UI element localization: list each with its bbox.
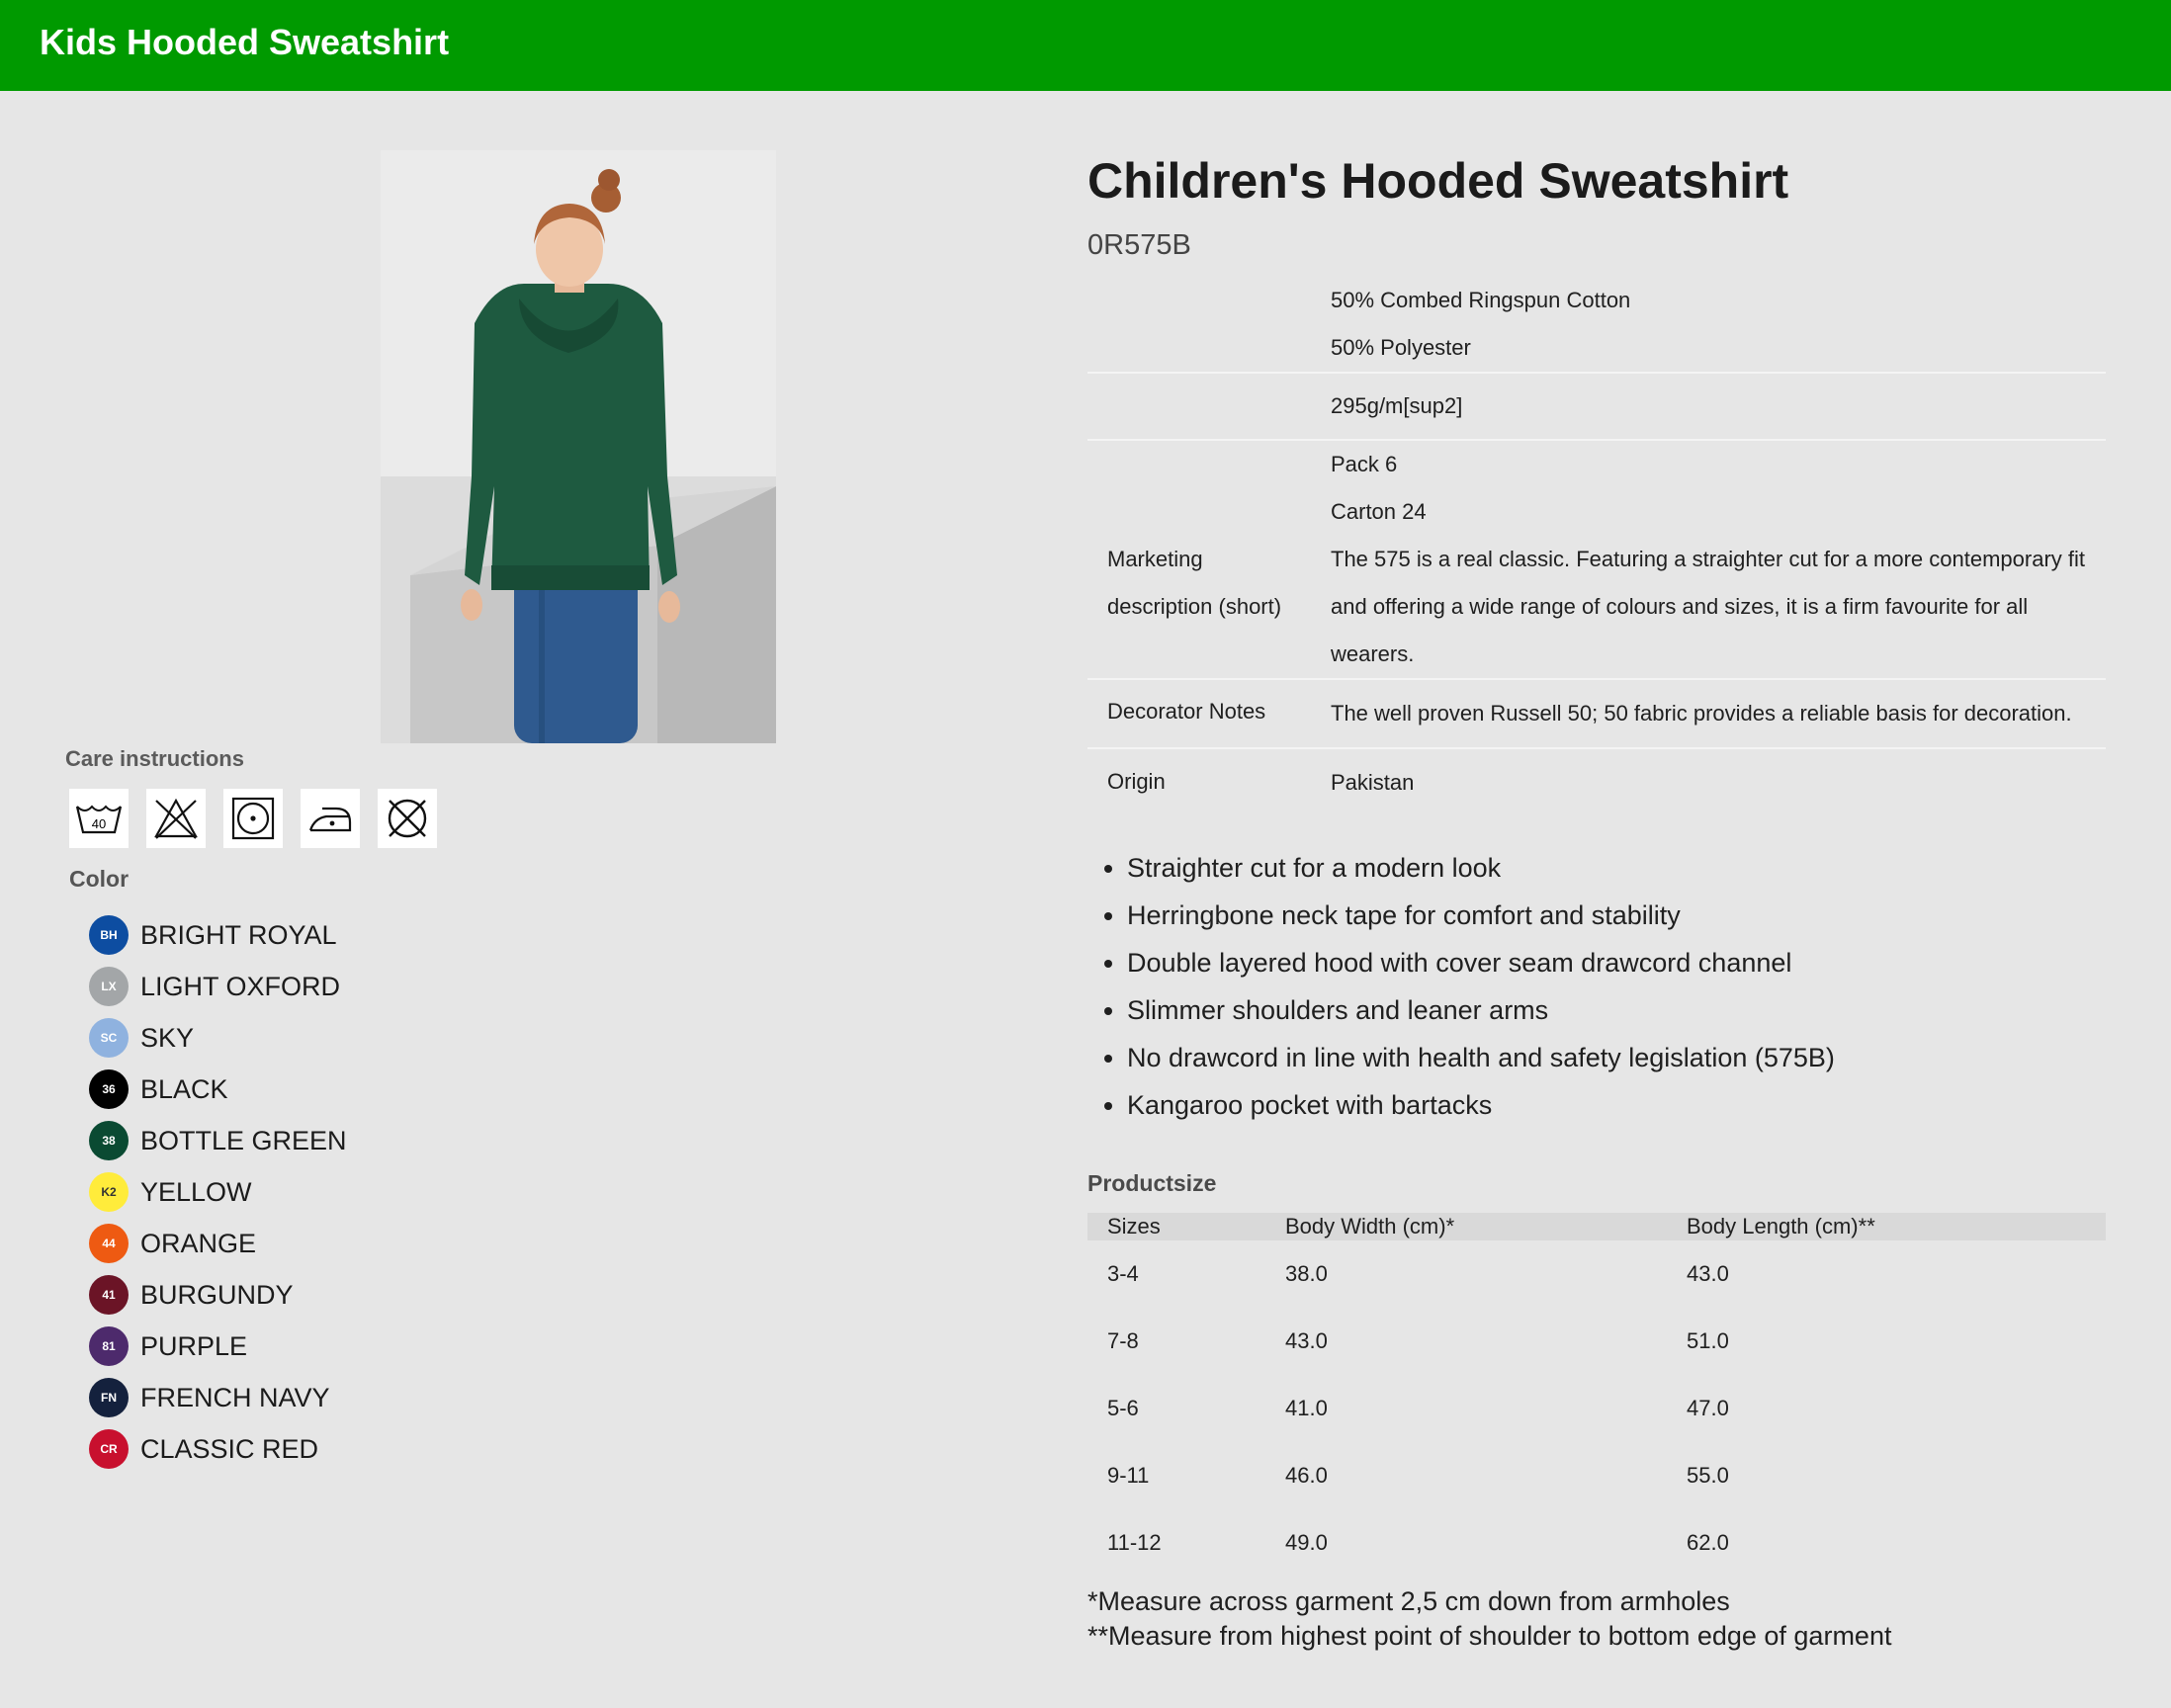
color-option[interactable] [89,1423,347,1475]
size-header: Sizes [1087,1213,1265,1240]
color-option[interactable] [89,1269,347,1321]
color-option[interactable] [89,1372,347,1423]
size-cell: 5-6 [1107,1396,1139,1420]
product-photo [381,150,776,743]
iron-low-icon [301,789,360,848]
origin-label: Origin [1107,769,1166,794]
color-option[interactable] [89,1218,347,1269]
productsize-heading: Productsize [1087,1170,1217,1196]
product-details [1087,148,2106,1654]
color-name: ORANGE [140,1228,257,1258]
size-table [1087,1213,2106,1577]
body-width-cell: 46.0 [1285,1463,1328,1488]
origin-value: Pakistan [1331,770,1415,795]
decorator-notes-value: The well proven Russell 50; 50 fabric provides a reliable basis for decoration. [1311,679,2106,748]
feature-item: • Double layered hood with cover seam drawcord channel [1127,939,2106,986]
body-width-cell: 49.0 [1285,1530,1328,1555]
care-icons [69,789,437,848]
color-name: BRIGHT ROYAL [140,919,337,950]
color-swatch: 36 [89,1069,129,1109]
color-swatch: SC [89,1018,129,1058]
page-title: Kids Hooded Sweatshirt [40,22,450,62]
size-cell: 7-8 [1107,1328,1139,1353]
feature-item: • Herringbone neck tape for comfort and stability [1127,892,2106,939]
color-name: BOTTLE GREEN [140,1125,347,1155]
color-swatch: LX [89,967,129,1006]
color-swatch: 44 [89,1224,129,1263]
size-cell: 9-11 [1107,1463,1150,1488]
body-length-header: Body Length (cm)** [1667,1213,2106,1240]
composition-cotton: 50% Combed Ringspun Cotton [1331,288,1631,312]
color-option[interactable] [89,1321,347,1372]
marketing-label: Marketing description (short) [1087,536,1311,679]
size-row [1087,1308,2106,1375]
body-length-cell: 47.0 [1687,1396,1729,1420]
decorator-notes-label: Decorator Notes [1087,679,1311,748]
color-name: BLACK [140,1073,228,1104]
fabric-weight: 295g/m[sup2] [1311,373,2106,440]
size-row [1087,1509,2106,1577]
color-option[interactable] [89,1012,347,1064]
color-option[interactable] [89,1064,347,1115]
color-name: YELLOW [140,1176,252,1207]
color-name: BURGUNDY [140,1279,294,1310]
care-heading: Care instructions [65,746,244,771]
size-cell: 3-4 [1107,1261,1139,1286]
feature-item: • Straighter cut for a modern look [1127,844,2106,892]
no-bleach-icon [146,789,206,848]
body-length-cell: 43.0 [1687,1261,1729,1286]
color-option[interactable] [89,909,347,961]
size-cell: 11-12 [1107,1530,1162,1555]
header-bar [0,0,2171,91]
color-heading: Color [69,866,130,892]
feature-list [1087,844,2106,1129]
feature-item: • Slimmer shoulders and leaner arms [1127,986,2106,1034]
body-length-note: **Measure from highest point of shoulder to bottom edge of garment [1087,1621,1892,1651]
composition-polyester: 50% Polyester [1311,324,2106,373]
spec-table [1087,277,2106,816]
color-option[interactable] [89,1115,347,1166]
color-name: SKY [140,1022,195,1053]
product-sku: 0R575B [1087,229,1191,261]
color-swatch: CR [89,1429,129,1469]
body-width-header: Body Width (cm)* [1265,1213,1667,1240]
color-list [89,909,347,1475]
color-swatch: K2 [89,1172,129,1212]
feature-item: • No drawcord in line with health and safety legislation (575B) [1127,1034,2106,1081]
color-swatch: FN [89,1378,129,1417]
body-width-note: *Measure across garment 2,5 cm down from armholes [1087,1586,1730,1616]
body-width-cell: 43.0 [1285,1328,1328,1353]
color-name: CLASSIC RED [140,1433,319,1464]
packaging-pack: Pack 6 [1331,452,1398,476]
size-row [1087,1442,2106,1509]
color-swatch: 41 [89,1275,129,1315]
color-option[interactable] [89,1166,347,1218]
size-row [1087,1240,2106,1308]
body-length-cell: 55.0 [1687,1463,1729,1488]
color-swatch: 38 [89,1121,129,1160]
feature-item: • Kangaroo pocket with bartacks [1127,1081,2106,1129]
body-width-cell: 41.0 [1285,1396,1328,1420]
size-notes [1087,1584,2106,1654]
body-length-cell: 62.0 [1687,1530,1729,1555]
body-width-cell: 38.0 [1285,1261,1328,1286]
no-dry-clean-icon [378,789,437,848]
color-name: FRENCH NAVY [140,1382,330,1412]
color-swatch: 81 [89,1326,129,1366]
svg-text:40: 40 [91,816,107,831]
product-title: Children's Hooded Sweatshirt [1087,153,1789,209]
color-option[interactable] [89,961,347,1012]
wash-40-icon [69,789,129,848]
color-swatch: BH [89,915,129,955]
body-length-cell: 51.0 [1687,1328,1729,1353]
size-row [1087,1375,2106,1442]
tumble-dry-low-icon [223,789,283,848]
color-name: LIGHT OXFORD [140,971,341,1001]
packaging-carton: Carton 24 [1331,499,1427,524]
color-name: PURPLE [140,1330,248,1361]
marketing-description: The 575 is a real classic. Featuring a straighter cut for a more contemporary fit and offering a wide range of colours and sizes, it is a firm favourite for all wearers. [1311,536,2106,679]
